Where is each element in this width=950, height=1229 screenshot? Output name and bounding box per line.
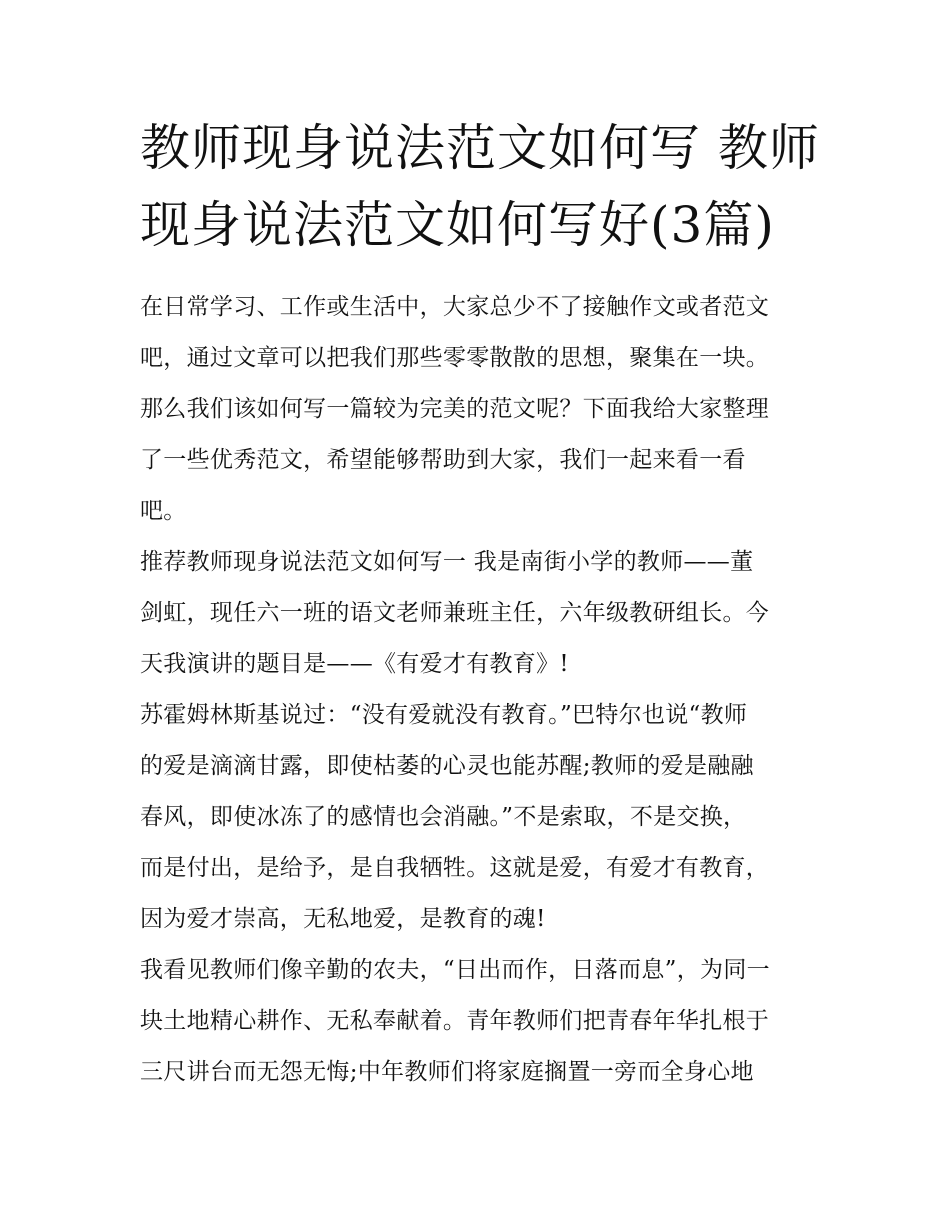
body-line: 天我演讲的题目是——《有爱才有教育》!	[140, 651, 569, 677]
body-line: 春风，即使冰冻了的感情也会消融。”不是索取，不是交换，	[140, 804, 747, 830]
body-line: 苏霍姆林斯基说过：“没有爱就没有教育。”巴特尔也说“教师	[140, 702, 748, 728]
document-title	[140, 110, 820, 264]
body-line: 而是付出，是给予，是自我牺牲。这就是爱，有爱才有教育，	[140, 855, 770, 881]
body-line: 吧，通过文章可以把我们那些零零散散的思想，聚集在一块。	[140, 345, 770, 371]
body-line: 吧。	[140, 498, 187, 524]
body-line: 我看见教师们像辛勤的农夫，“日出而作，日落而息”，为同一	[140, 957, 770, 983]
body-line: 因为爱才崇高，无私地爱，是教育的魂!	[140, 906, 546, 932]
body-line: 三尺讲台而无怨无悔;中年教师们将家庭搁置一旁而全身心地	[140, 1059, 754, 1085]
title-line-2: 现身说法范文如何写好(3篇)	[140, 196, 775, 254]
body-line: 那么我们该如何写一篇较为完美的范文呢？下面我给大家整理	[140, 396, 770, 422]
title-line-1: 教师现身说法范文如何写 教师	[140, 119, 820, 177]
body-line: 的爱是滴滴甘露，即使枯萎的心灵也能苏醒;教师的爱是融融	[140, 753, 754, 779]
document-body	[140, 282, 815, 1098]
body-line: 推荐教师现身说法范文如何写一 我是南街小学的教师——董	[140, 549, 754, 575]
body-line: 了一些优秀范文，希望能够帮助到大家，我们一起来看一看	[140, 447, 746, 473]
body-line: 块土地精心耕作、无私奉献着。青年教师们把青春年华扎根于	[140, 1008, 770, 1034]
body-line: 在日常学习、工作或生活中，大家总少不了接触作文或者范文	[140, 294, 770, 320]
body-line: 剑虹，现任六一班的语文老师兼班主任，六年级教研组长。今	[140, 600, 770, 626]
document-content	[140, 110, 820, 1098]
